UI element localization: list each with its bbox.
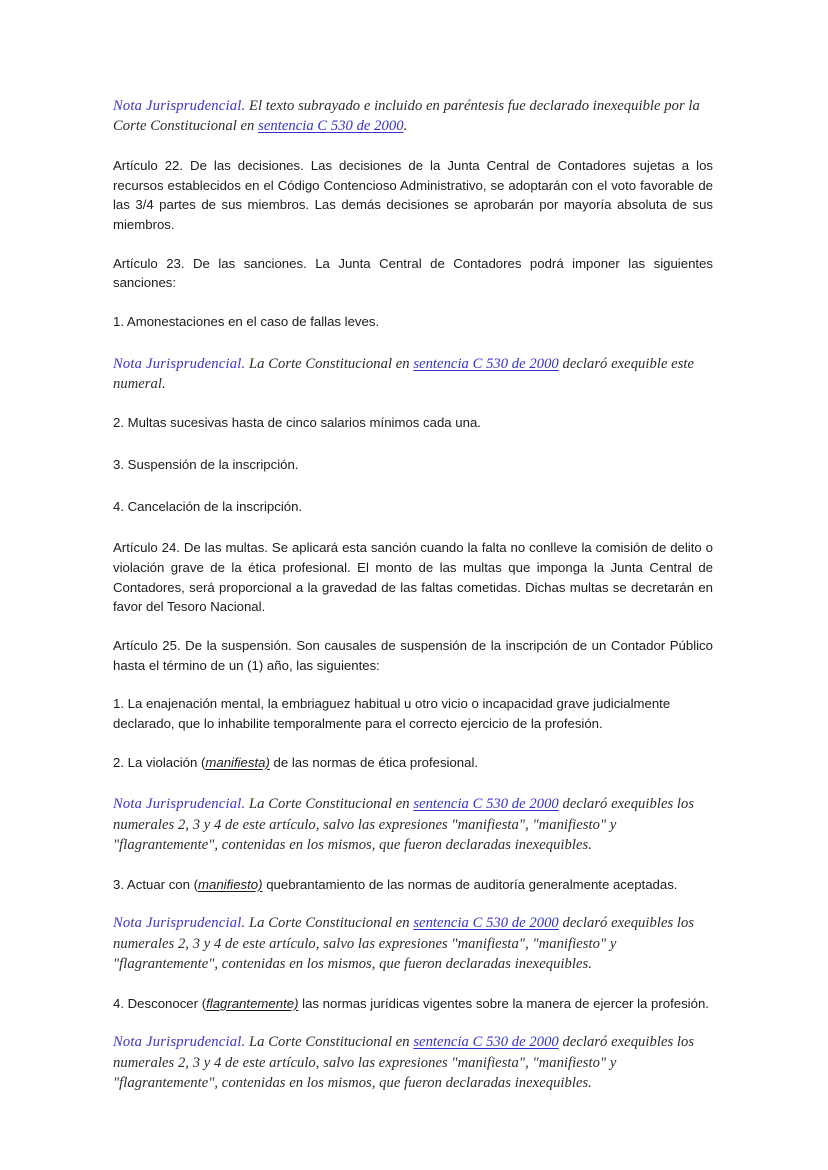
note-text-before-link: El texto subrayado e incluido en paréntesis fue declarado inexequible por la Corte Constitucional en (113, 98, 700, 135)
note-title: Nota Jurisprudencial. (113, 915, 246, 932)
jurisprudential-note (113, 913, 713, 974)
note-text-before-link: La Corte Constitucional en (245, 1034, 414, 1051)
paragraph-articulo-22: Artículo 22. De las decisiones. Las decisiones de la Junta Central de Contadores sujetas a los recursos establecidos en el Código Contencioso Administrativo, se adoptarán con el voto favorable de las 3/4 partes de sus miembros. Las demás decisiones se aprobarán por mayoría absoluta de sus miembros. (113, 157, 713, 232)
inline-emphasis-manifiesto: manifiesto) (198, 876, 263, 892)
item-text-after: las normas jurídicas vigentes sobre la manera de ejercer la profesión. (298, 995, 709, 1011)
note-title: Nota Jurisprudencial. (113, 355, 246, 372)
list-item-25-2 (113, 753, 713, 773)
sentencia-link[interactable]: sentencia C 530 de 2000 (413, 355, 559, 372)
note-text-before-link: La Corte Constitucional en (245, 915, 414, 932)
jurisprudential-note (113, 1032, 713, 1093)
note-text-after-link: . (403, 118, 408, 135)
sentencia-link[interactable]: sentencia C 530 de 2000 (413, 1034, 559, 1051)
note-text-after-link: declaró exequibles los numerales 2, 3 y 4 de este artículo, salvo las expresiones "manifiesta", "manifiesto" y "flagrantemente", contenidas en los mismos, que fueron declaradas inexequibles. (113, 796, 695, 854)
inline-emphasis-flagrantemente: flagrantemente) (206, 995, 299, 1011)
list-item-25-1: 1. La enajenación mental, la embriaguez habitual u otro vicio o incapacidad grave judicialmente declarado, que lo inhabilite temporalmente para el correcto ejercicio de la profesión. (113, 696, 671, 732)
item-text-before: 3. Actuar con ( (113, 876, 199, 892)
paragraph-articulo-24: Artículo 24. De las multas. Se aplicará esta sanción cuando la falta no conlleve la comisión de delito o violación grave de la ética profesional. El monto de las multas que imponga la Junta Central de Contadores, será proporcional a la gravedad de las faltas cometidas. Dichas multas se decretarán en favor del Tesoro Nacional. (113, 540, 713, 615)
note-title: Nota Jurisprudencial. (113, 1034, 246, 1051)
item-text-after: de las normas de ética profesional. (269, 754, 479, 770)
note-text-before-link: La Corte Constitucional en (245, 355, 414, 372)
list-item-25-4 (113, 994, 713, 1014)
jurisprudential-note (113, 96, 713, 137)
note-text-before-link: La Corte Constitucional en (245, 796, 414, 813)
list-item-23-1: 1. Amonestaciones en el caso de fallas leves. (113, 313, 380, 329)
jurisprudential-note (113, 354, 713, 395)
note-text-after-link: declaró exequible este numeral. (113, 355, 695, 392)
sentencia-link[interactable]: sentencia C 530 de 2000 (413, 796, 559, 813)
paragraph-articulo-23: Artículo 23. De las sanciones. La Junta Central de Contadores podrá imponer las siguientes sanciones: (113, 255, 713, 291)
list-item-23-2: 2. Multas sucesivas hasta de cinco salarios mínimos cada una. (113, 415, 481, 431)
item-text-after: quebrantamiento de las normas de auditoría generalmente aceptadas. (262, 876, 678, 892)
list-item-23-4: 4. Cancelación de la inscripción. (113, 498, 303, 514)
sentencia-link[interactable]: sentencia C 530 de 2000 (258, 118, 404, 135)
list-item-23-3: 3. Suspensión de la inscripción. (113, 457, 299, 473)
note-text-after-link: declaró exequibles los numerales 2, 3 y 4 de este artículo, salvo las expresiones "manifiesta", "manifiesto" y "flagrantemente", contenidas en los mismos, que fueron declaradas inexequibles. (113, 915, 695, 973)
document-content (113, 96, 713, 1094)
jurisprudential-note (113, 794, 713, 855)
inline-emphasis-manifiesta: manifiesta) (205, 754, 270, 770)
note-title: Nota Jurisprudencial. (113, 98, 246, 114)
note-text-after-link: declaró exequibles los numerales 2, 3 y 4 de este artículo, salvo las expresiones "manifiesta", "manifiesto" y "flagrantemente", contenidas en los mismos, que fueron declaradas inexequibles. (113, 1034, 695, 1092)
sentencia-link[interactable]: sentencia C 530 de 2000 (413, 915, 559, 932)
item-text-before: 2. La violación ( (113, 754, 206, 770)
item-text-before: 4. Desconocer ( (113, 995, 207, 1011)
paragraph-articulo-25: Artículo 25. De la suspensión. Son causales de suspensión de la inscripción de un Contador Público hasta el término de un (1) año, las siguientes: (113, 638, 713, 673)
note-title: Nota Jurisprudencial. (113, 796, 246, 813)
list-item-25-3 (113, 875, 713, 895)
